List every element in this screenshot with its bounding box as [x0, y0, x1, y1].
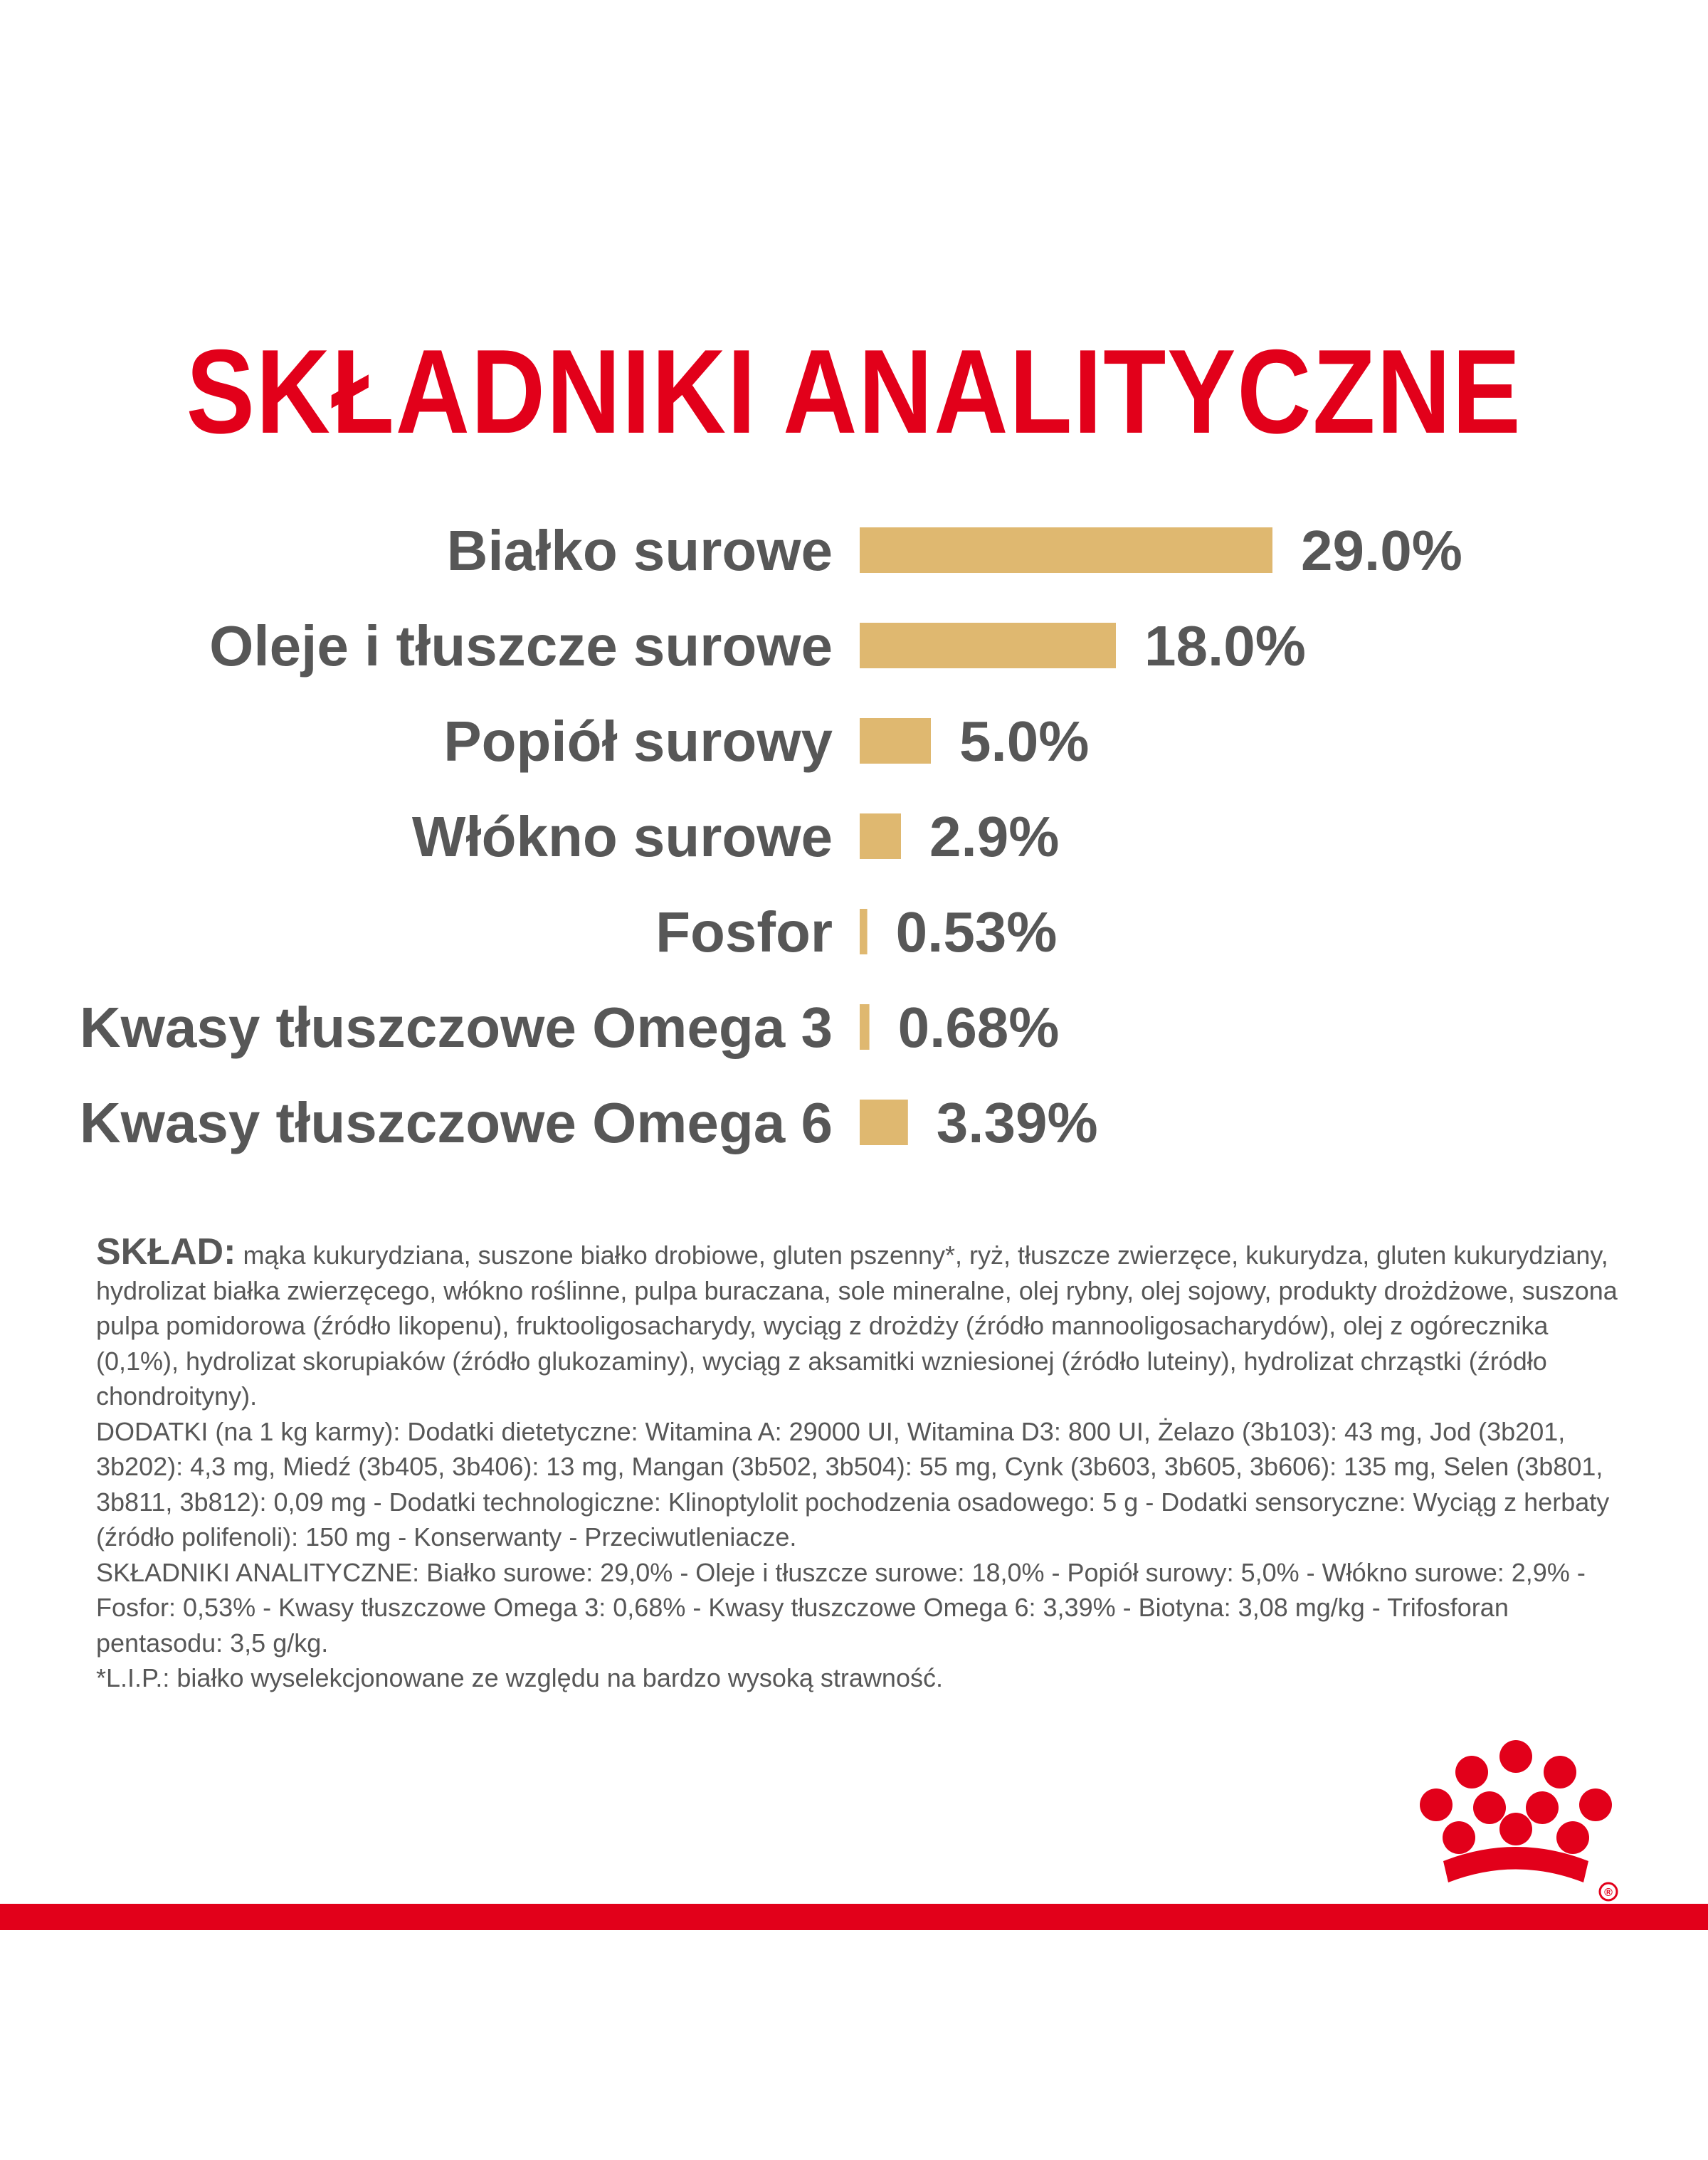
ingredients-text: mąka kukurydziana, suszone białko drobiowe, gluten pszenny*, ryż, tłuszcze zwierzęce, kukurydza, gluten kukurydziany, hydrolizat białka zwierzęcego, włókno roślinne, pulpa buraczana, sole mineralne, olej rybny, olej sojowy, produkty drożdżowe, suszona pulpa pomidorowa (źródło likopenu), fruktooligosacharydy, wyciąg z drożdży (źródło mannooligosacharydów), olej z ogórecznika (0,1%), hydrolizat skorupiaków (źródło glukozaminy), wyciąg z aksamitki wzniesionej (źródło luteiny), hydrolizat chrząstki (źródło chondroityny). — [96, 1240, 1618, 1411]
crown-dot — [1579, 1788, 1612, 1821]
svg-text:®: ® — [1604, 1887, 1613, 1899]
analytical-constituents-text: SKŁADNIKI ANALITYCZNE: Białko surowe: 29,0% - Oleje i tłuszcze surowe: 18,0% - Popiół surowy: 5,0% - Włókno surowe: 2,9% - Fosfor: 0,53% - Kwasy tłuszczowe Omega 3: 0,68% - Kwasy tłuszczowe Omega 6: 3,39% - Biotyna: 3,08 mg/kg - Trifosforan pentasodu: 3,5 g/kg. — [96, 1557, 1586, 1658]
bar — [860, 527, 1272, 573]
bar-value-label: 2.9% — [929, 805, 1060, 868]
bar — [860, 623, 1116, 668]
bar — [860, 813, 901, 859]
crown-dot — [1473, 1791, 1506, 1824]
bar-category-label: Kwasy tłuszczowe Omega 3 — [79, 996, 833, 1059]
bar-value-label: 29.0% — [1301, 519, 1462, 582]
bar — [860, 718, 931, 764]
crown-dot — [1420, 1788, 1453, 1821]
bottom-red-band — [0, 1904, 1708, 1930]
crown-dot — [1499, 1813, 1532, 1845]
crown-dot — [1544, 1756, 1576, 1788]
composition-text — [96, 1231, 1626, 1696]
bar-category-label: Włókno surowe — [411, 805, 833, 868]
registered-mark — [1600, 1883, 1617, 1900]
composition-lead: SKŁAD: — [96, 1231, 236, 1273]
page-title: SKŁADNIKI ANALITYCZNE — [186, 325, 1522, 458]
footnote-text: *L.I.P.: białko wyselekcjonowane ze względu na bardzo wysoką strawność. — [96, 1663, 943, 1692]
bar — [860, 1004, 870, 1050]
crown-dot — [1499, 1740, 1532, 1773]
bar-value-label: 3.39% — [936, 1091, 1098, 1154]
ingredients-paragraph — [96, 1231, 1626, 1414]
crown-dot — [1443, 1821, 1475, 1854]
bar-value-label: 18.0% — [1144, 614, 1306, 678]
crown-dot — [1455, 1756, 1488, 1788]
crown-dot — [1526, 1791, 1559, 1824]
bar-value-label: 5.0% — [959, 710, 1090, 773]
bar-category-label: Oleje i tłuszcze surowe — [209, 614, 833, 678]
bar-value-label: 0.68% — [897, 996, 1060, 1059]
bar-category-label: Fosfor — [655, 900, 833, 964]
bar-value-label: 0.53% — [895, 900, 1058, 964]
crown-logo-icon — [1402, 1737, 1630, 1907]
bar-category-label: Popiół surowy — [443, 710, 833, 773]
bar — [860, 1100, 908, 1145]
analytical-bar-chart — [0, 498, 1708, 1181]
additives-text: DODATKI (na 1 kg karmy): Dodatki dietetyczne: Witamina A: 29000 UI, Witamina D3: 800 UI, Żelazo (3b103): 43 mg, Jod (3b201, 3b202): 4,3 mg, Miedź (3b405, 3b406): 13 mg, Mangan (3b502, 3b504): 55 mg, Cynk (3b603, 3b605, 3b606): 135 mg, Selen (3b801, 3b811, 3b812): 0,09 mg - Dodatki technologiczne: Klinoptylolit pochodzenia osadowego: 5 g - Dodatki sensoryczne: Wyciąg z herbaty (źródło polifenoli): 150 mg - Konserwanty - Przeciwutleniacze. — [96, 1416, 1610, 1551]
bar — [860, 909, 868, 954]
crown-dot — [1556, 1821, 1589, 1854]
bar-category-label: Kwasy tłuszczowe Omega 6 — [79, 1091, 833, 1154]
bar-category-label: Białko surowe — [446, 519, 833, 582]
